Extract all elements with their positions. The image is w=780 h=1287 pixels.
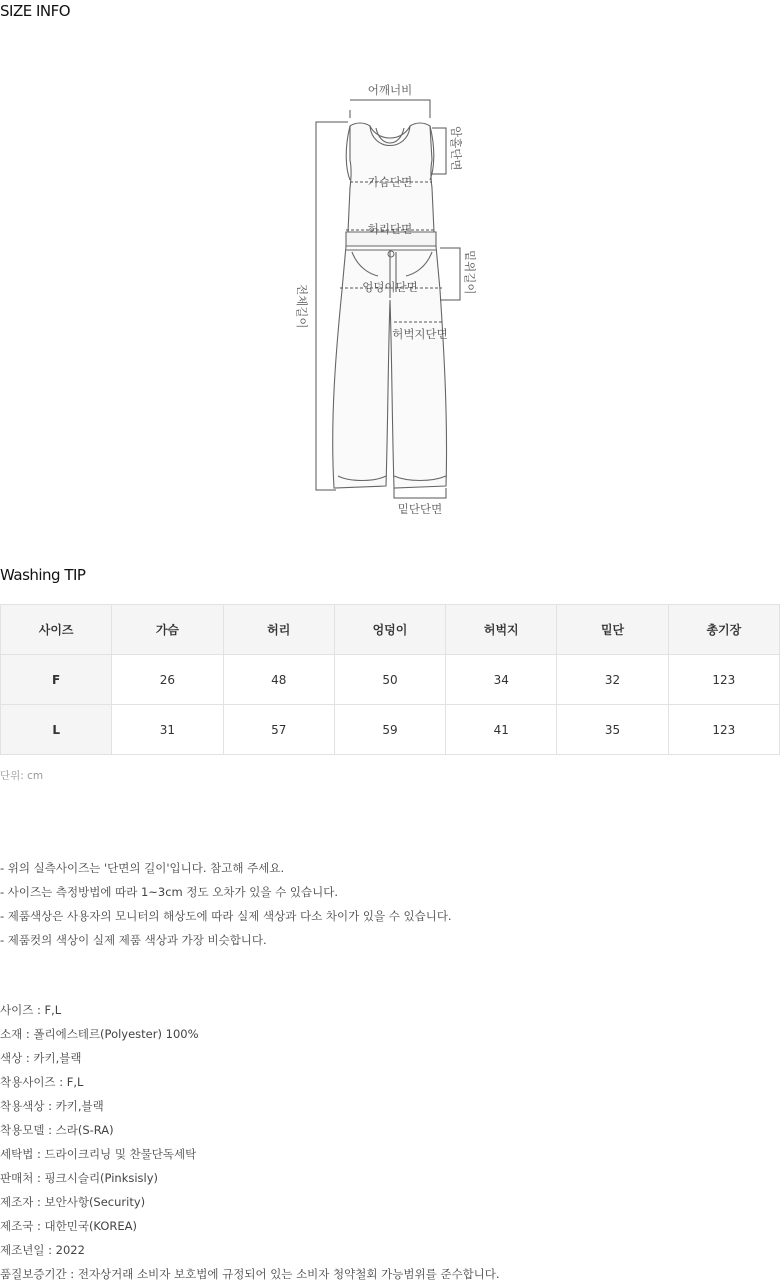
- table-cell: F: [1, 655, 112, 705]
- note-line: - 사이즈는 측정방법에 따라 1~3cm 정도 오차가 있을 수 있습니다.: [0, 885, 339, 899]
- spec-line: 색상 : 카키,블랙: [0, 1051, 82, 1065]
- note-line: - 제품컷의 색상이 실제 제품 색상과 가장 비슷합니다.: [0, 933, 267, 947]
- header-chest: 가슴: [112, 605, 223, 655]
- garment-size-diagram: [0, 70, 780, 530]
- washing-tip-title: Washing TIP: [0, 566, 86, 584]
- table-cell: 34: [446, 655, 557, 705]
- product-specs: [0, 998, 500, 1286]
- table-header-row: [1, 605, 780, 655]
- size-info-title: SIZE INFO: [0, 2, 71, 20]
- jumpsuit-illustration: [0, 70, 780, 530]
- header-hem: 밑단: [557, 605, 668, 655]
- spec-line: 제조자 : 보안사항(Security): [0, 1195, 146, 1209]
- header-total-length: 총기장: [668, 605, 779, 655]
- size-notes: [0, 856, 452, 952]
- table-cell: 41: [446, 705, 557, 755]
- spec-line: 착용색상 : 카키,블랙: [0, 1099, 104, 1113]
- header-size: 사이즈: [1, 605, 112, 655]
- spec-line: 세탁법 : 드라이크리닝 및 찬물단독세탁: [0, 1147, 197, 1161]
- label-thigh: 허벅지단면: [392, 327, 448, 341]
- table-cell: 57: [223, 705, 334, 755]
- header-thigh: 허벅지: [446, 605, 557, 655]
- label-hem: 밑단단면: [397, 502, 443, 516]
- table-row: [1, 705, 780, 755]
- note-line: - 위의 실측사이즈는 '단면의 길이'입니다. 참고해 주세요.: [0, 861, 285, 875]
- note-line: - 제품색상은 사용자의 모니터의 해상도에 따라 실제 색상과 다소 차이가 있을 수 있습니다.: [0, 909, 452, 923]
- table-cell: 32: [557, 655, 668, 705]
- spec-line: 사이즈 : F,L: [0, 1003, 62, 1017]
- spec-line: 판매처 : 핑크시슬리(Pinksisly): [0, 1171, 159, 1185]
- header-waist: 허리: [223, 605, 334, 655]
- table-cell: 123: [668, 655, 779, 705]
- label-waist: 허리단면: [367, 222, 413, 236]
- spec-line: 착용모델 : 스라(S-RA): [0, 1123, 114, 1137]
- unit-note: 단위: cm: [0, 770, 44, 782]
- table-cell: 26: [112, 655, 223, 705]
- spec-line: 착용사이즈 : F,L: [0, 1075, 84, 1089]
- header-hip: 엉덩이: [334, 605, 445, 655]
- table-cell: L: [1, 705, 112, 755]
- label-chest: 가슴단면: [367, 175, 413, 189]
- label-total-length: 전체길이: [295, 284, 309, 329]
- spec-line: 제조국 : 대한민국(KOREA): [0, 1219, 138, 1233]
- size-table: [0, 604, 780, 755]
- label-shoulder: 어깨너비: [367, 83, 413, 97]
- table-row: [1, 655, 780, 705]
- spec-line: 소재 : 폴리에스테르(Polyester) 100%: [0, 1027, 199, 1041]
- spec-line: 제조년일 : 2022: [0, 1243, 85, 1257]
- spec-line: 품질보증기간 : 전자상거래 소비자 보호법에 규정되어 있는 소비자 청약철회 가능범위를 준수합니다.: [0, 1267, 500, 1281]
- table-cell: 50: [334, 655, 445, 705]
- label-armhole: 암홀단면: [449, 126, 463, 171]
- table-cell: 31: [112, 705, 223, 755]
- table-cell: 48: [223, 655, 334, 705]
- table-cell: 35: [557, 705, 668, 755]
- table-cell: 123: [668, 705, 779, 755]
- label-rise: 밑위길이: [463, 250, 477, 295]
- label-hip: 엉덩이단면: [362, 280, 418, 294]
- table-cell: 59: [334, 705, 445, 755]
